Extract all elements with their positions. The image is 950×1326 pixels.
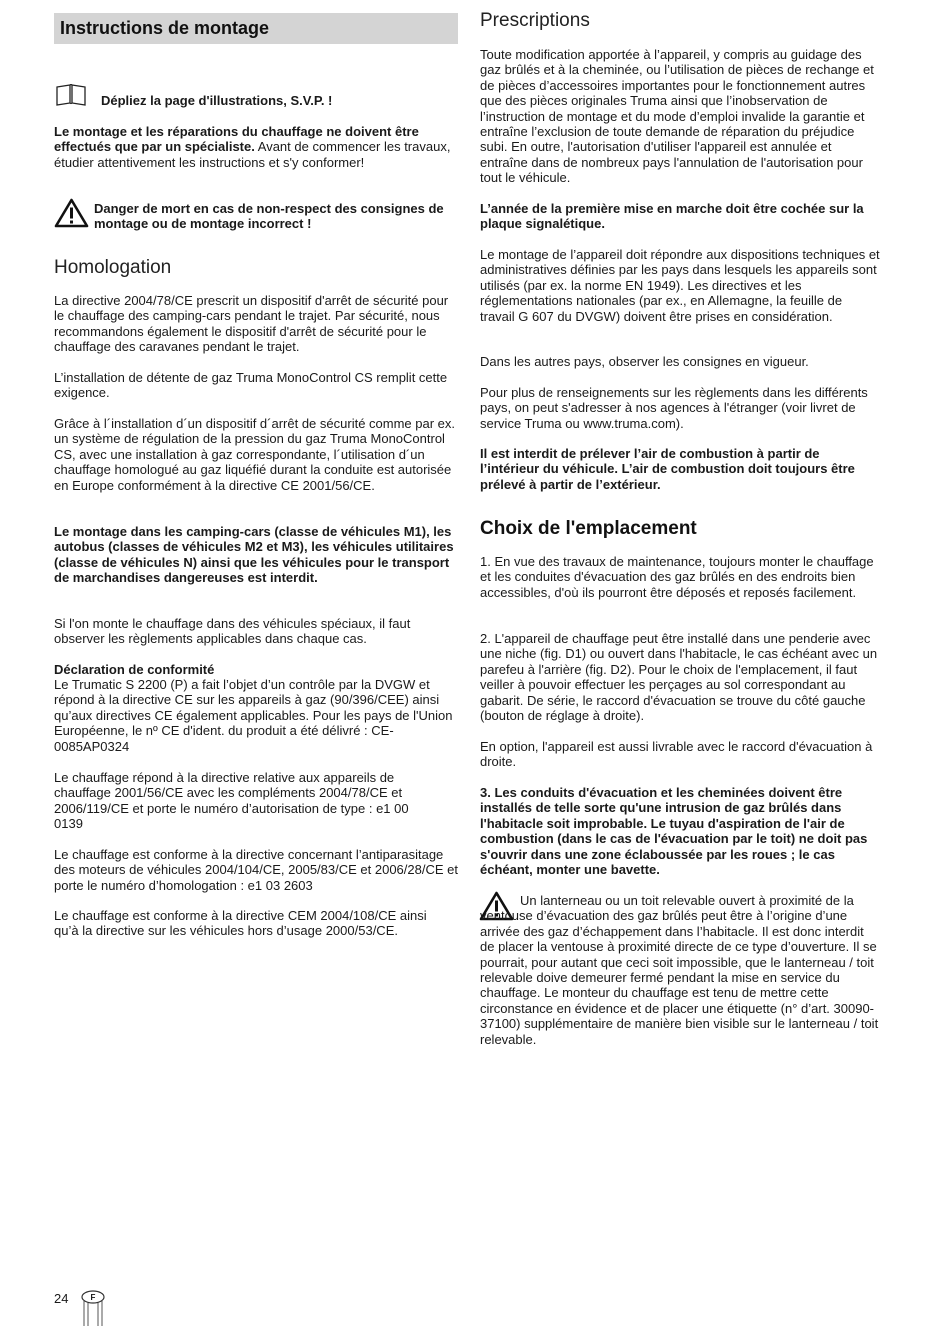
homologation-p1: La directive 2004/78/CE prescrit un dispositif d'arrêt de sécurité pour le chauffage des camping-cars pendant le trajet. Par sécurité, nous recommandons également le dispositif d'arrêt de sécurité pour le chauffage des caravanes pendant le trajet. bbox=[54, 293, 449, 355]
choix-p4: 3. Les conduits d'évacuation et les cheminées doivent être installés de telle sorte qu'une intrusion de gaz brûlés dans l'habitacle soit improbable. Le tuyau d'aspiration de l'air de combustion (dans le cas de l'évacuation par le toit) ne doit pas s'ouvrir dans une zone éclaboussée par les roues ; le cas échéant, monter une bavette. bbox=[480, 785, 868, 878]
language-tab-icon bbox=[78, 1289, 108, 1326]
page-title: Instructions de montage bbox=[60, 18, 270, 38]
language-label: F bbox=[90, 1293, 96, 1302]
choix-p3: En option, l'appareil est aussi livrable avec le raccord d'évacuation à droite. bbox=[480, 739, 873, 770]
declaration-p3: Le chauffage est conforme à la directive concernant l’antiparasitage des moteurs de véhicules 2004/104/CE, 2005/83/CE et 2006/28/CE et porte le numéro d’homologation : e1 03 2603 bbox=[54, 847, 458, 893]
page-number: 24 bbox=[54, 1291, 69, 1306]
fold-note: Dépliez la page d'illustrations, S.V.P. ! bbox=[101, 93, 333, 108]
homologation-p4: Le montage dans les camping-cars (classe de véhicules M1), les autobus (classes de véhicules M2 et M3), les véhicules utilitaires (classe de véhicules N) ainsi que les véhicules pour le transport de marchandises dangereuses est interdit. bbox=[54, 524, 454, 586]
prescriptions-p4: Dans les autres pays, observer les consignes en vigueur. bbox=[480, 354, 809, 369]
declaration-p4: Le chauffage est conforme à la directive CEM 2004/108/CE ainsi qu’à la directive sur les véhicules hors d’usage 2000/53/CE. bbox=[54, 908, 427, 939]
specialist-bold: Le montage et les réparations du chauffage ne doivent être effectués que par un spécialiste. bbox=[54, 124, 419, 155]
declaration-body: Le Trumatic S 2200 (P) a fait l’objet d’un contrôle par la DVGW et répond à la directive CE sur les appareils à gaz (90/396/CEE) ainsi qu’aux directives CE également applicables. Pour les pays de l'Union Européenne, le nº CE d'ident. du produit a été délivré : CE-0085AP0324 bbox=[54, 677, 453, 754]
prescriptions-p6: Il est interdit de prélever l’air de combustion à partir de l’intérieur du véhicule. L’air de combustion doit toujours être prélevé à partir de l’extérieur. bbox=[480, 446, 855, 492]
declaration-title: Déclaration de conformité bbox=[54, 662, 215, 677]
choix-p1: 1. En vue des travaux de maintenance, toujours monter le chauffage et les conduites d'évacuation des gaz brûlés en des endroits bien accessibles, d'où ils pourront être déposés et reposés facilement. bbox=[480, 554, 874, 600]
homologation-p3: Grâce à l´installation d´un dispositif d´arrêt de sécurité comme par ex. un système de régulation de la pression du gaz Truma MonoControl CS, avec une installation à gaz correspondante, l´utilisation d´un chauffage homologué au gaz liquéfié durant la conduite est autorisée en Europe conformément à la directive CE 2001/56/CE. bbox=[54, 416, 456, 493]
prescriptions-p3: Le montage de l’appareil doit répondre aux dispositions techniques et administratives définies par les pays dans lesquels les appareils sont utilisés (par ex. la norme EN 1949). Les directives et les réglementations nationales (par ex., en Allemagne, la feuille de travail G 607 du DVGW) doivent être prises en considération. bbox=[480, 247, 880, 324]
choix-p2: 2. L'appareil de chauffage peut être installé dans une penderie avec une niche (fig. D1) ou ouvert dans l'habitacle, le cas échéant avec un parefeu à l'arrière (fig. D2). Pour le choix de l'emplacement, il faut veiller à pouvoir effectuer les perçages au sol correspondant au gabarit. De série, le raccord d'évacuation se trouve du côté gauche (bouton de réglage à droite). bbox=[480, 631, 878, 724]
declaration-p2: Le chauffage répond à la directive relative aux appareils de chauffage 2001/56/CE avec les compléments 2004/78/CE et 2006/119/CE et porte le numéro d’autorisation de type : e1 00 0139 bbox=[54, 770, 409, 832]
choix-warning: Un lanterneau ou un toit relevable ouvert à proximité de la ventouse d’évacuation des gaz brûlés peut être à l’origine d’une arrivée des gaz d’échappement dans l’habitacle. Il est donc interdit de placer la ventouse à proximité directe de ce type d’ouverture. Il se pourrait, pour autant que ceci soit impossible, que le lanterneau / toit relevable doive demeurer fermé pendant la mise en service du chauffage. Le monteur du chauffage est tenu de mettre cette circonstance en évidence et de placer une étiquette (n° d’art. 30090-37100) supplémentaire de manière bien visible sur le lanterneau / toit relevable. bbox=[480, 893, 879, 1047]
prescriptions-p5: Pour plus de renseignements sur les règlements dans les différents pays, on peut s'adresser à nos agences à l'étranger (voir livret de service Truma ou www.truma.com). bbox=[480, 385, 868, 431]
danger-warning: Danger de mort en cas de non-respect des consignes de montage ou de montage incorrect ! bbox=[94, 201, 444, 232]
specialist-rest: Avant de commencer les travaux, étudier attentivement les instructions et s'y conformer! bbox=[54, 139, 451, 170]
section-header bbox=[54, 13, 458, 44]
specialist-paragraph bbox=[54, 124, 454, 170]
book-icon bbox=[55, 84, 87, 106]
choix-heading: Choix de l'emplacement bbox=[480, 518, 697, 539]
homologation-heading: Homologation bbox=[54, 257, 172, 278]
prescriptions-heading: Prescriptions bbox=[480, 10, 590, 31]
homologation-p5: Si l'on monte le chauffage dans des véhicules spéciaux, il faut observer les règlements applicables dans chaque cas. bbox=[54, 616, 411, 647]
warning-icon bbox=[54, 198, 89, 228]
prescriptions-p2: L’année de la première mise en marche doit être cochée sur la plaque signalétique. bbox=[480, 201, 864, 232]
homologation-p2: L’installation de détente de gaz Truma MonoControl CS remplit cette exigence. bbox=[54, 370, 448, 401]
prescriptions-p1: Toute modification apportée à l’appareil, y compris au guidage des gaz brûlés et à la cheminée, ou l’utilisation de pièces de rechange et de pièces d’accessoires importantes pour le fonctionnement autres que des pièces originales Truma ainsi que l’inobservation de l’instruction de montage et du mode d’emploi invalide la garantie et entraîne l’exclusion de toute demande de réparation du préjudice subi. En outre, l'autorisation d'utiliser l'appareil est annulée et entraîne dans de nombreux pays l'annulation de l'autorisation pour tout le véhicule. bbox=[480, 47, 874, 186]
